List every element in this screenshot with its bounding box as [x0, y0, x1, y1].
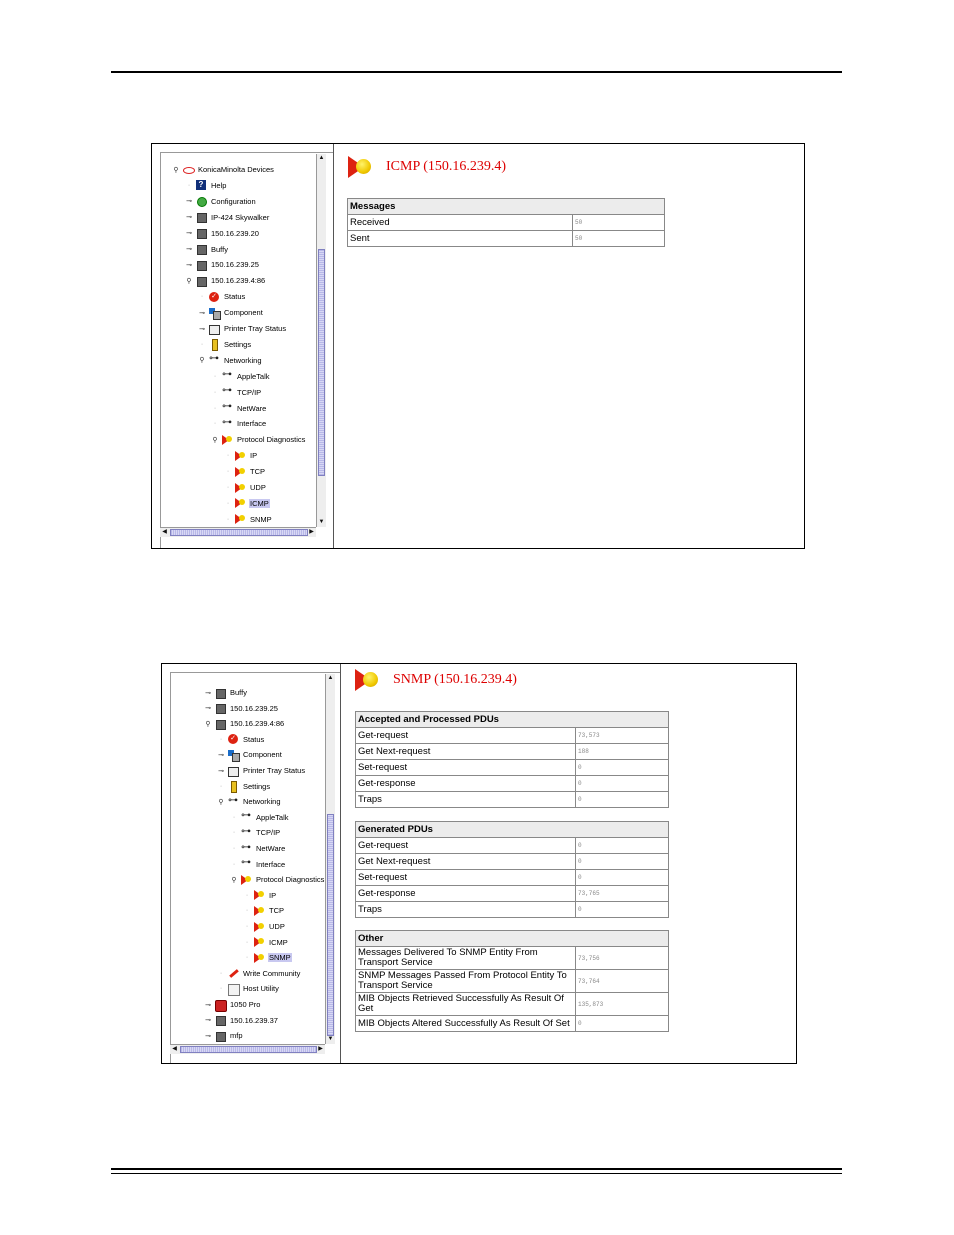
tree-item[interactable] — [184, 273, 266, 288]
expanded-toggle-icon[interactable]: ⚲ — [199, 357, 205, 365]
collapsed-toggle-icon[interactable]: ⊸ — [186, 261, 192, 269]
tree-leaf-connector: · — [232, 860, 236, 868]
tree-item[interactable] — [216, 732, 265, 747]
table-row — [356, 838, 669, 854]
row-label: Traps — [356, 902, 576, 918]
row-value: 73,764 — [576, 970, 669, 993]
table-row — [356, 886, 669, 902]
tree-leaf-connector: · — [245, 891, 249, 899]
table-row — [356, 1016, 669, 1032]
table-row — [356, 993, 669, 1016]
row-label: Get-request — [356, 728, 576, 744]
row-value: 0 — [576, 792, 669, 808]
collapsed-toggle-icon[interactable]: ⊸ — [205, 1017, 211, 1025]
row-value: 188 — [576, 744, 669, 760]
expanded-toggle-icon[interactable]: ⚲ — [231, 876, 237, 884]
scroll-up-icon[interactable]: ▲ — [327, 675, 334, 681]
row-value: 0 — [576, 902, 669, 918]
host-utility-icon — [228, 984, 239, 994]
tree-item[interactable] — [210, 369, 271, 384]
expanded-toggle-icon[interactable]: ⚲ — [173, 166, 179, 174]
device-icon — [215, 1031, 226, 1041]
tree-item-label: IP — [250, 451, 258, 461]
tree-item-label: ICMP — [269, 937, 288, 947]
table-heading: Messages — [348, 199, 665, 215]
tree-item-label: 1050 Pro — [230, 1000, 261, 1009]
row-label: Get-response — [356, 776, 576, 792]
tree-item[interactable] — [203, 1013, 279, 1028]
tree-leaf-connector: · — [213, 372, 217, 380]
tree-leaf-connector: · — [226, 468, 230, 476]
tree-leaf-connector: · — [226, 499, 230, 507]
scroll-thumb[interactable] — [327, 814, 334, 1036]
network-icon — [228, 797, 239, 807]
bottom-rule-thin — [111, 1173, 842, 1174]
row-label: Received — [348, 215, 573, 231]
device-icon — [196, 260, 207, 270]
device-tree-pane — [152, 144, 334, 548]
tree-item-label: IP — [269, 890, 277, 900]
row-value: 0 — [576, 776, 669, 792]
table-heading: Generated PDUs — [356, 822, 669, 838]
row-value: 0 — [576, 1016, 669, 1032]
icmp-screenshot — [151, 143, 805, 549]
table-row — [356, 870, 669, 886]
diagnostics-icon — [235, 514, 246, 524]
tree-item-label: Help — [211, 180, 227, 190]
table-row — [348, 231, 665, 247]
scroll-left-icon[interactable]: ◀ — [162, 529, 167, 535]
tree-item[interactable] — [223, 480, 267, 495]
expanded-toggle-icon[interactable]: ⚲ — [212, 436, 218, 444]
tree-leaf-connector: · — [200, 293, 204, 301]
status-icon — [228, 734, 239, 744]
tree-item-label: Interface — [237, 419, 267, 429]
device-tree-pane — [162, 664, 341, 1063]
row-label: Messages Delivered To SNMP Entity From Transport Service — [356, 947, 576, 970]
expanded-toggle-icon[interactable]: ⚲ — [205, 720, 211, 728]
tree-leaf-connector: · — [232, 829, 236, 837]
tree-item[interactable] — [203, 701, 279, 716]
tree-item[interactable] — [216, 966, 301, 981]
collapsed-toggle-icon[interactable]: ⊸ — [205, 1001, 211, 1009]
table-heading: Accepted and Processed PDUs — [356, 712, 669, 728]
tree-item[interactable] — [210, 385, 262, 400]
tree-item-label: UDP — [269, 922, 285, 931]
status-icon — [209, 292, 220, 302]
collapsed-toggle-icon[interactable]: ⊸ — [186, 198, 192, 206]
device-icon — [215, 1015, 226, 1025]
diagnostics-icon — [241, 875, 252, 885]
row-label: Traps — [356, 792, 576, 808]
tree-item-label: Settings — [243, 781, 271, 791]
device-icon — [215, 703, 226, 713]
tree-item-label: Status — [243, 734, 265, 744]
row-value: 0 — [576, 854, 669, 870]
tree-item-label: ICMP — [250, 498, 269, 508]
row-value: 50 — [573, 215, 665, 231]
scroll-down-icon[interactable]: ▼ — [318, 519, 325, 525]
settings-icon — [228, 781, 239, 791]
scroll-thumb[interactable] — [180, 1046, 317, 1053]
expanded-toggle-icon[interactable]: ⚲ — [218, 798, 224, 806]
network-icon — [241, 844, 252, 854]
table-row — [356, 760, 669, 776]
tree-item[interactable] — [171, 162, 275, 177]
collapsed-toggle-icon[interactable]: ⊸ — [218, 767, 224, 775]
row-value: 73,756 — [576, 947, 669, 970]
diagnostics-icon — [254, 953, 265, 963]
tree-item[interactable] — [242, 935, 289, 950]
content-pane — [336, 144, 804, 548]
tree-item-label: Host Utility — [243, 984, 279, 994]
tree-item-label: UDP — [250, 483, 266, 492]
diagnostics-icon — [222, 435, 233, 445]
table-row — [356, 902, 669, 918]
tree-item[interactable] — [184, 257, 260, 272]
network-icon — [222, 371, 233, 381]
configuration-icon — [196, 196, 207, 206]
snmp-screenshot — [161, 663, 797, 1064]
network-icon — [209, 355, 220, 365]
row-value: 0 — [576, 838, 669, 854]
row-value: 0 — [576, 870, 669, 886]
collapsed-toggle-icon[interactable]: ⊸ — [205, 689, 211, 697]
tree-leaf-connector: · — [226, 515, 230, 523]
row-value: 50 — [573, 231, 665, 247]
help-icon — [196, 180, 207, 190]
row-label: MIB Objects Retrieved Successfully As Result Of Get — [356, 993, 576, 1016]
tree-item[interactable] — [197, 353, 263, 368]
tree-item[interactable] — [216, 779, 271, 794]
tree-item[interactable] — [184, 178, 227, 193]
table-row — [356, 854, 669, 870]
row-label: Sent — [348, 231, 573, 247]
tree-item[interactable] — [229, 810, 290, 825]
scroll-left-icon[interactable]: ◀ — [172, 1046, 177, 1052]
tree-item-label: TCP/IP — [237, 387, 262, 397]
tree-item-label: 150.16.239.4:86 — [211, 276, 266, 286]
tree-item[interactable] — [216, 763, 306, 778]
tree-item[interactable] — [216, 747, 283, 762]
collapsed-toggle-icon[interactable]: ⊸ — [205, 1032, 211, 1040]
device-icon — [196, 244, 207, 254]
row-label: Get-request — [356, 838, 576, 854]
collapsed-toggle-icon[interactable]: ⊸ — [199, 325, 205, 333]
tree-item[interactable] — [223, 464, 266, 479]
network-icon — [222, 387, 233, 397]
tree-leaf-connector: · — [219, 782, 223, 790]
tree-item[interactable] — [223, 512, 273, 527]
diagnostics-icon — [235, 498, 246, 508]
tree-leaf-connector: · — [213, 404, 217, 412]
stats-table — [355, 711, 669, 808]
tree-item-label: SNMP — [250, 514, 272, 524]
tree-item-label: KonicaMinolta Devices — [198, 165, 274, 174]
scroll-right-icon[interactable]: ▶ — [309, 529, 314, 535]
table-row — [356, 744, 669, 760]
tree-item[interactable] — [197, 337, 252, 352]
diagnostics-icon — [235, 451, 246, 461]
tree-item-label: 150.16.239.4:86 — [230, 719, 285, 729]
tree-item[interactable] — [242, 903, 285, 918]
tree-item-label: Buffy — [230, 688, 247, 697]
diagnostics-icon — [254, 906, 265, 916]
tree-leaf-connector: · — [245, 938, 249, 946]
tree-item-label: TCP — [269, 906, 284, 916]
tree-leaf-connector: · — [226, 484, 230, 491]
device-tree[interactable] — [170, 672, 340, 1063]
tree-item-label: NetWare — [237, 403, 267, 413]
row-value: 73,765 — [576, 886, 669, 902]
tree-item[interactable] — [223, 496, 270, 511]
diagnostics-icon — [235, 467, 246, 477]
row-value: 73,573 — [576, 728, 669, 744]
table-row — [356, 947, 669, 970]
tray-icon — [209, 324, 220, 334]
stats-table — [355, 821, 669, 918]
tree-item[interactable] — [210, 416, 267, 431]
component-icon — [228, 750, 239, 760]
red-device-icon — [215, 1000, 226, 1010]
tree-item-label: SNMP — [269, 953, 291, 963]
tree-item-label: Printer Tray Status — [224, 324, 287, 333]
tree-horizontal-scrollbar[interactable] — [170, 1044, 325, 1054]
tree-item-label: Interface — [256, 859, 286, 869]
stats-table — [355, 930, 669, 1032]
diagnostics-icon — [254, 937, 265, 947]
page-title: ICMP (150.16.239.4) — [386, 159, 507, 174]
tree-item[interactable] — [210, 401, 267, 416]
row-label: Get-response — [356, 886, 576, 902]
row-label: Get Next-request — [356, 744, 576, 760]
bottom-rule — [111, 1168, 842, 1170]
tree-item[interactable] — [242, 888, 277, 903]
tree-leaf-connector: · — [245, 923, 249, 930]
table-row — [356, 970, 669, 993]
tree-item-label: Protocol Diagnostics — [237, 435, 306, 445]
tree-item-label: 150.16.239.20 — [211, 228, 259, 238]
scroll-down-icon[interactable]: ▼ — [327, 1036, 334, 1042]
tree-item-label: 150.16.239.25 — [211, 260, 259, 270]
table-row — [356, 728, 669, 744]
tree-item-label: AppleTalk — [256, 812, 289, 822]
diagnostics-icon — [235, 483, 246, 493]
component-icon — [209, 308, 220, 318]
row-label: Get Next-request — [356, 854, 576, 870]
tree-horizontal-scrollbar[interactable] — [160, 527, 316, 537]
table-row — [356, 792, 669, 808]
diagnostics-icon — [254, 890, 265, 900]
scroll-right-icon[interactable]: ▶ — [318, 1046, 323, 1052]
top-rule — [111, 71, 842, 73]
tree-item[interactable] — [242, 919, 286, 934]
scroll-thumb[interactable] — [170, 529, 308, 536]
tree-item[interactable] — [210, 432, 306, 447]
tree-item-label: Configuration — [211, 196, 256, 206]
tree-item[interactable] — [229, 841, 286, 856]
content-header — [355, 669, 517, 691]
tree-item-label: Networking — [224, 355, 262, 365]
tree-item[interactable] — [197, 321, 287, 336]
network-icon — [241, 828, 252, 838]
tree-item-label: Buffy — [211, 244, 228, 254]
page-title: SNMP (150.16.239.4) — [393, 672, 517, 687]
tree-item-label: 150.16.239.25 — [230, 703, 278, 713]
protocol-diagnostics-logo-icon — [348, 156, 372, 178]
row-value: 0 — [576, 760, 669, 776]
row-value: 135,873 — [576, 993, 669, 1016]
tree-item-label: NetWare — [256, 844, 286, 853]
tree-item-label: Printer Tray Status — [243, 766, 306, 775]
device-icon — [196, 212, 207, 222]
table-row — [356, 776, 669, 792]
collapsed-toggle-icon[interactable]: ⊸ — [218, 751, 224, 759]
tree-item-label: Component — [243, 750, 282, 760]
tray-icon — [228, 766, 239, 776]
scroll-up-icon[interactable]: ▲ — [318, 155, 325, 161]
stats-table — [347, 198, 665, 247]
tree-vertical-scrollbar[interactable] — [325, 674, 335, 1044]
tree-item[interactable] — [223, 448, 258, 463]
device-icon — [215, 719, 226, 729]
diagnostics-icon — [254, 922, 265, 932]
tree-leaf-connector: · — [232, 845, 236, 852]
tree-item-label: Networking — [243, 797, 281, 807]
tree-item-label: Status — [224, 292, 246, 302]
tree-item[interactable] — [184, 242, 229, 257]
scroll-thumb[interactable] — [318, 249, 325, 476]
tree-leaf-connector: · — [213, 388, 217, 396]
tree-item-label: TCP/IP — [256, 828, 281, 838]
collapsed-toggle-icon[interactable]: ⊸ — [186, 230, 192, 238]
row-label: Set-request — [356, 760, 576, 776]
row-label: SNMP Messages Passed From Protocol Entity To Transport Service — [356, 970, 576, 993]
tree-leaf-connector: · — [232, 813, 236, 821]
tree-item[interactable] — [229, 825, 281, 840]
tree-item-label: mfp — [230, 1031, 243, 1041]
tree-item[interactable] — [203, 716, 285, 731]
device-icon — [196, 276, 207, 286]
tree-leaf-connector: · — [245, 954, 249, 962]
tree-item[interactable] — [203, 997, 261, 1012]
tree-item[interactable] — [229, 857, 286, 872]
tree-item-label: TCP — [250, 467, 265, 477]
network-icon — [222, 419, 233, 429]
tree-item[interactable] — [216, 981, 280, 996]
tree-item-label: Component — [224, 308, 263, 318]
table-heading: Other — [356, 931, 669, 947]
expanded-toggle-icon[interactable]: ⚲ — [186, 277, 192, 285]
row-label: MIB Objects Altered Successfully As Result Of Set — [356, 1016, 576, 1032]
tree-leaf-connector: · — [219, 735, 223, 743]
content-pane — [343, 664, 796, 1063]
tree-item[interactable] — [203, 1028, 244, 1043]
tree-item[interactable] — [184, 226, 260, 241]
tree-leaf-connector: · — [219, 969, 223, 977]
network-icon — [241, 859, 252, 869]
network-icon — [241, 812, 252, 822]
tree-leaf-connector: · — [200, 340, 204, 348]
tree-item[interactable] — [184, 194, 257, 209]
eye-icon — [183, 165, 194, 175]
tree-leaf-connector: · — [245, 907, 249, 915]
collapsed-toggle-icon[interactable]: ⊸ — [186, 246, 192, 253]
protocol-diagnostics-logo-icon — [355, 669, 379, 691]
device-icon — [196, 228, 207, 238]
tree-item-label: Settings — [224, 339, 252, 349]
tree-item[interactable] — [197, 305, 264, 320]
tree-item-label: Write Community — [243, 968, 301, 978]
tree-item[interactable] — [184, 210, 270, 225]
row-label: Set-request — [356, 870, 576, 886]
tree-leaf-connector: · — [187, 181, 191, 189]
collapsed-toggle-icon[interactable]: ⊸ — [199, 309, 205, 317]
tree-item[interactable] — [216, 794, 282, 809]
tree-leaf-connector: · — [219, 985, 223, 993]
tree-leaf-connector: · — [213, 420, 217, 428]
tree-item[interactable] — [203, 685, 248, 700]
tree-item-label: 150.16.239.37 — [230, 1015, 278, 1025]
pencil-icon — [228, 968, 239, 978]
device-tree[interactable] — [160, 152, 333, 548]
device-icon — [215, 688, 226, 698]
tree-item[interactable] — [242, 950, 292, 965]
tree-item[interactable] — [197, 289, 246, 304]
tree-item-label: AppleTalk — [237, 371, 270, 381]
tree-item[interactable] — [229, 872, 325, 887]
collapsed-toggle-icon[interactable]: ⊸ — [205, 705, 211, 713]
network-icon — [222, 403, 233, 413]
tree-vertical-scrollbar[interactable] — [316, 154, 326, 527]
tree-leaf-connector: · — [226, 452, 230, 460]
table-row — [348, 215, 665, 231]
tree-item-label: IP-424 Skywalker — [211, 212, 270, 222]
tree-item-label: Protocol Diagnostics — [256, 875, 325, 885]
content-header — [348, 156, 506, 178]
settings-icon — [209, 339, 220, 349]
collapsed-toggle-icon[interactable]: ⊸ — [186, 214, 192, 222]
